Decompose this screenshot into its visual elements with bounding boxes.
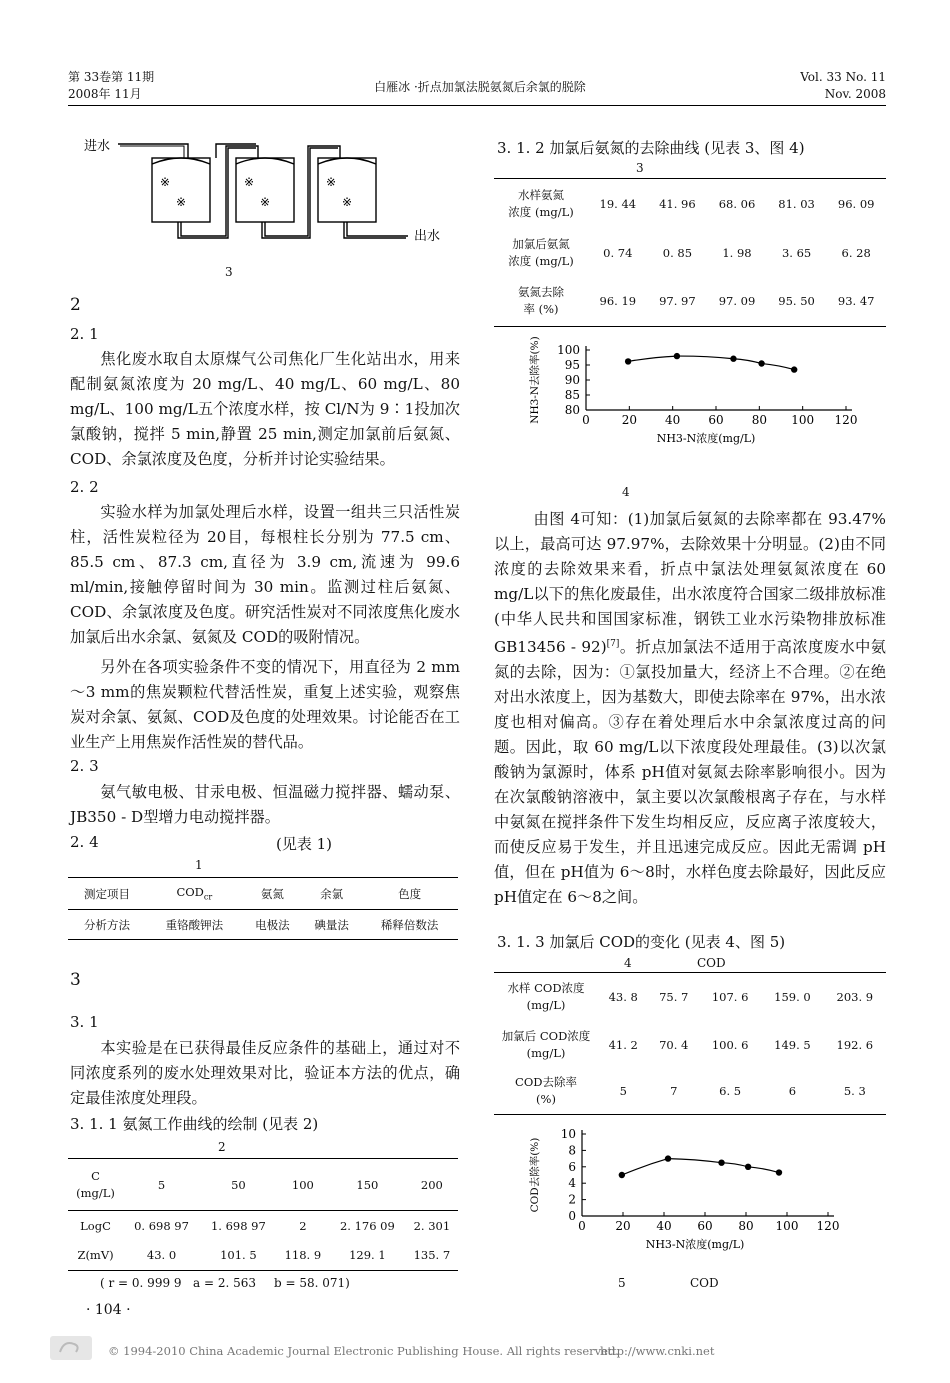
publication-date: 2008年 11月 <box>68 87 142 101</box>
table4-caption-num: 4 <box>624 956 632 970</box>
figure5-caption-tail: COD <box>690 1276 719 1290</box>
section-3-1-3: 3. 1. 3 加氯后 COD的变化 (见表 4、图 5) <box>497 933 786 951</box>
y-axis-label: COD去除率(%) <box>529 1137 541 1213</box>
paragraph-2-1: 焦化废水取自太原煤气公司焦化厂生化站出水，用来配制氨氮浓度为 20 mg/L、40 mg/L、60 mg/L、80 mg/L、100 mg/L五个浓度水样，按 Cl/N为 9∶1投加次氯酸钠，搅拌 5 min,静置 25 min,测定加氯前后氨氮、COD、余氯浓度及色度，分析并讨论实验结果。 <box>70 350 460 468</box>
x-tick-label: 40 <box>656 1219 672 1233</box>
section-3-1: 3. 1 <box>70 1013 99 1031</box>
x-axis-label: NH3-N浓度(mg/L) <box>645 1238 745 1251</box>
footer-url[interactable]: http://www.cnki.net <box>600 1344 715 1358</box>
table2 <box>68 1158 458 1271</box>
x-tick-label: 100 <box>791 413 815 427</box>
svg-text:※: ※ <box>326 175 337 189</box>
x-tick-label: 0 <box>578 1219 586 1233</box>
y-tick-label: 6 <box>568 1159 576 1174</box>
y-tick-label: 4 <box>568 1176 576 1191</box>
table2-row-z: Z(mV) 43. 0 101. 5 118. 9 129. 1 135. 7 <box>68 1241 458 1271</box>
x-tick-label: 80 <box>751 413 767 427</box>
y-axis-label: NH3-N去除率(%) <box>529 336 541 424</box>
column-1 <box>152 158 210 222</box>
x-tick-label: 0 <box>582 413 590 427</box>
table4-caption-cod: COD <box>697 956 726 970</box>
y-tick-label: 95 <box>564 358 580 372</box>
table2-note-r: ( r = 0. 999 9 <box>100 1276 182 1290</box>
volume-issue-en: Vol. 33 No. 11 <box>800 70 886 84</box>
section-3: 3 <box>70 970 81 990</box>
publication-date-en: Nov. 2008 <box>824 87 886 101</box>
x-tick-label: 20 <box>621 413 637 427</box>
svg-text:※: ※ <box>160 175 171 189</box>
section-2-4: 2. 4 <box>70 833 99 851</box>
y-tick-label: 90 <box>564 373 580 387</box>
table3-row-2: 加氯后氨氮 浓度 (mg/L) 0. 74 0. 85 1. 98 3. 65 6. 28 <box>508 236 871 268</box>
series-line <box>622 1159 779 1175</box>
data-point <box>745 1164 751 1170</box>
section-2-4-note: (见表 1) <box>276 835 333 853</box>
column-2 <box>236 158 294 222</box>
table3-caption: 3 <box>636 161 644 175</box>
copyright-text: © 1994-2010 China Academic Journal Electronic Publishing House. All rights reserved. <box>108 1344 619 1358</box>
header-left <box>68 69 154 103</box>
table2-note-a: a = 2. 563 <box>193 1276 257 1290</box>
apparatus-diagram <box>80 130 460 255</box>
table2-header-row: C (mg/L) 5 50 100 150 200 <box>68 1159 458 1211</box>
data-point <box>730 356 736 362</box>
data-point <box>625 358 631 364</box>
svg-text:※: ※ <box>342 195 353 209</box>
figure3-caption: 3 <box>225 265 233 279</box>
table1 <box>68 877 458 940</box>
outlet-label: 出水 <box>414 229 441 244</box>
running-title: 白雁冰 ·折点加氯法脱氨氮后余氯的脱除 <box>374 80 586 94</box>
table3-row-1: 水样氨氮 浓度 (mg/L) 19. 44 41. 96 68. 06 81. 03 96. 09 <box>494 179 886 229</box>
table4-row-2: 加氯后 COD浓度 (mg/L) 41. 2 70. 4 100. 6 149. 5 192. 6 <box>501 1028 874 1060</box>
table4-row-1: 水样 COD浓度 (mg/L) 43. 8 75. 7 107. 6 159. 0 203. 9 <box>494 973 886 1021</box>
x-tick-label: 40 <box>665 413 681 427</box>
x-tick-label: 80 <box>738 1219 754 1233</box>
x-axis-label: NH3-N浓度(mg/L) <box>656 432 756 445</box>
table2-caption: 2 <box>218 1140 226 1154</box>
table2-note-b: b = 58. 071) <box>274 1276 350 1290</box>
y-tick-label: 85 <box>564 388 580 402</box>
data-point <box>758 360 764 366</box>
data-point <box>619 1172 625 1178</box>
data-point <box>776 1169 782 1175</box>
svg-text:※: ※ <box>244 175 255 189</box>
table3 <box>494 178 886 327</box>
table1-header-row: 测定项目 $COD_{cr}$ 氨氮 余氯 色度 <box>68 878 458 910</box>
section-2-1: 2. 1 <box>70 325 99 343</box>
section-3-1-2: 3. 1. 2 加氯后氨氮的去除曲线 (见表 3、图 4) <box>497 139 805 157</box>
paragraph-2-3: 氨气敏电极、甘汞电极、恒温磁力搅拌器、蠕动泵、JB350 - D型增力电动搅拌器。 <box>70 783 460 826</box>
y-tick-label: 2 <box>568 1192 576 1207</box>
paragraph-2-2b: 另外在各项实验条件不变的情况下，用直径为 2 mm～3 mm的焦炭颗粒代替活性炭，重复上述实验，观察焦炭对余氯、氨氮、COD及色度的处理效果。讨论能否在工业生产上用焦炭作活性炭的替代品。 <box>70 658 460 751</box>
x-tick-label: 100 <box>775 1219 799 1233</box>
table2-row-logc: LogC 0. 698 97 1. 698 97 2 2. 176 09 2. 301 <box>80 1218 451 1233</box>
data-point <box>718 1160 724 1166</box>
section-3-1-1: 3. 1. 1 氨氮工作曲线的绘制 (见表 2) <box>70 1115 319 1133</box>
section-2-2: 2. 2 <box>70 478 99 496</box>
section-2-3: 2. 3 <box>70 757 99 775</box>
table1-caption: 1 <box>195 858 203 872</box>
svg-text:※: ※ <box>260 195 271 209</box>
figure4-caption: 4 <box>622 485 630 499</box>
y-tick-label: 8 <box>568 1143 576 1158</box>
section-2: 2 <box>70 295 81 315</box>
paragraph-2-2a: 实验水样为加氯处理后水样，设置一组共三只活性炭柱，活性炭粒径为 20目，每根柱长分别为 77.5 cm、85.5 cm、87.3 cm,直径为 3.9 cm,流速为 99.6 ml/min,接触停留时间为 30 min。监测过柱后氨氮、COD、余氯浓度及色度。研究活性炭对不同浓度焦化废水加氯后出水余氯、氨氮及 COD的吸附情况。 <box>70 503 460 646</box>
x-tick-label: 60 <box>708 413 724 427</box>
header-right <box>800 69 886 103</box>
x-tick-label: 120 <box>816 1219 840 1233</box>
volume-issue: 第 33卷第 11期 <box>68 70 155 84</box>
x-tick-label: 20 <box>615 1219 631 1233</box>
series-line <box>628 356 794 370</box>
header-rule <box>68 105 886 106</box>
table4 <box>494 972 886 1115</box>
y-tick-label: 0 <box>568 1209 576 1223</box>
table4-row-3: COD去除率 (%) 5 7 6. 5 6 5. 3 <box>494 1069 886 1115</box>
data-point <box>791 366 797 372</box>
figure4-chart <box>524 336 864 466</box>
paragraph-fig4: 由图 4可知：(1)加氯后氨氮的去除率都在 93.47%以上，最高可达 97.97%，去除效果十分明显。(2)由不同浓度的去除效果来看，折点中氯法处理氨氮浓度在 60 mg/L以下的焦化废最佳，出水浓度符合国家二级排放标准 (中华人民共和国国家标准，钢铁工业水污染物排放标准 GB13456 - 92)[7]。折点加氯法不适用于高浓度废水中氨氮的去除，因为：①氯投加量大，经济上不合理。②在绝对出水浓度上，因为基数大，即使去除率在 97%，出水浓度也相对偏高。③存在着处理后水中余氯浓度过高的问题。因此，取 60 mg/L以下浓度段处理最佳。(3)以次氯酸钠为氯源时，体系 pH值对氨氮去除率影响很小。因为在次氯酸钠溶液中，氯主要以次氯酸根离子存在，与水样中氨氮在搅拌条件下发生均相反应，反应离子浓度较大，而使反应易于发生，并且迅速完成反应。因此无需调 pH值，但在 pH值为 6～8时，水样色度去除最好，因此反应 pH值定在 6～8之间。 <box>494 510 886 907</box>
x-tick-label: 120 <box>834 413 858 427</box>
data-point <box>665 1155 671 1161</box>
figure5-caption: 5 <box>618 1276 626 1290</box>
y-tick-label: 100 <box>557 343 580 357</box>
figure5-chart <box>524 1124 864 1264</box>
data-point <box>674 353 680 359</box>
table1-row: 分析方法 重铬酸钾法 电极法 碘量法 稀释倍数法 <box>68 910 458 940</box>
y-tick-label: 80 <box>564 403 580 417</box>
svg-text:※: ※ <box>176 195 187 209</box>
paragraph-3-1: 本实验是在已获得最佳反应条件的基础上，通过对不同浓度系列的废水处理效果对比，验证本方法的优点，确定最佳浓度处理段。 <box>70 1039 460 1107</box>
column-3 <box>318 158 376 222</box>
cnki-logo <box>50 1336 92 1360</box>
y-tick-label: 10 <box>560 1127 576 1141</box>
page-number: · 104 · <box>86 1302 131 1318</box>
inlet-label: 进水 <box>84 139 111 154</box>
x-tick-label: 60 <box>697 1219 713 1233</box>
table3-row-3: 氨氮去除 率 (%) 96. 19 97. 97 97. 09 95. 50 93. 47 <box>494 277 886 327</box>
